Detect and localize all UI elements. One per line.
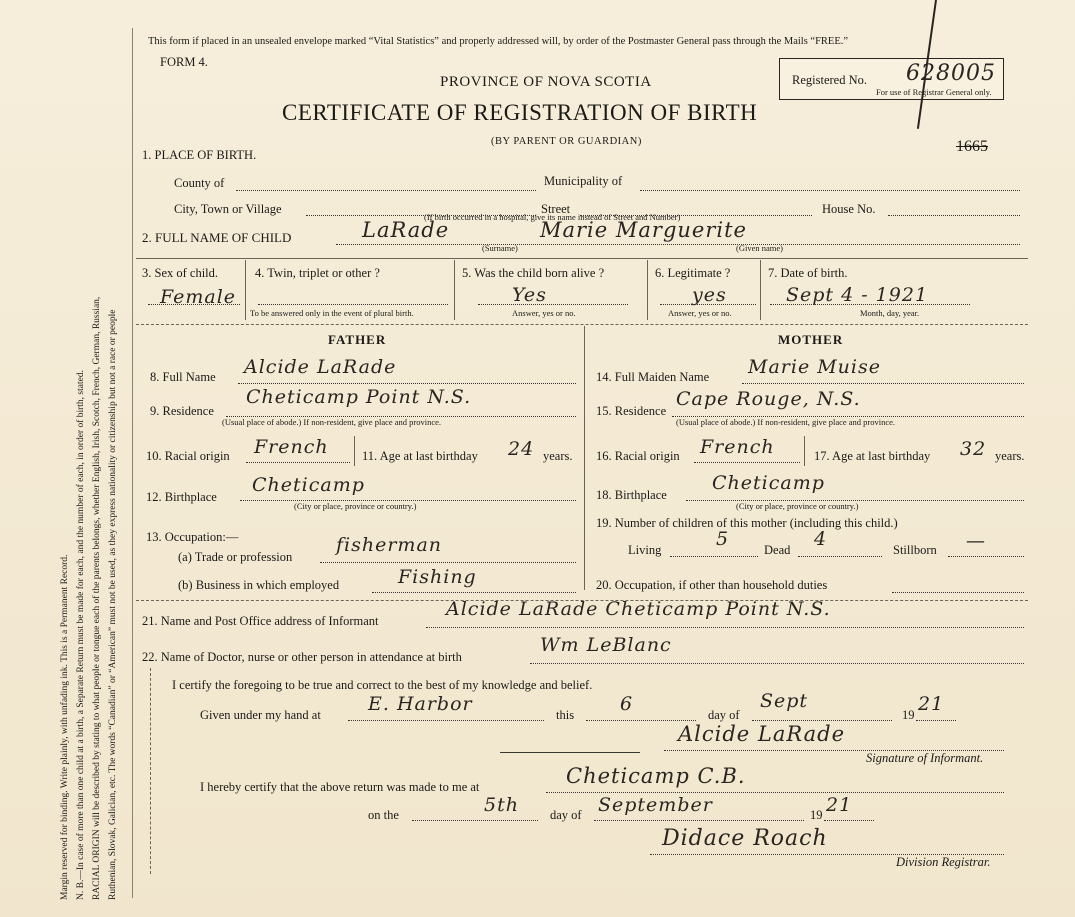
mother-birthplace-note: (City or place, province or country.) bbox=[736, 501, 859, 511]
informant-signature: Alcide LaRade bbox=[678, 722, 846, 746]
dob-label: 7. Date of birth. bbox=[768, 266, 848, 280]
registrar-month-line bbox=[594, 820, 804, 821]
certify-day-line bbox=[586, 720, 696, 721]
municipality-label: Municipality of bbox=[544, 174, 623, 188]
mother-children-label: 19. Number of children of this mother (including this child.) bbox=[596, 516, 898, 530]
divider-alive bbox=[647, 260, 648, 320]
registrar-day-of-label: day of bbox=[550, 808, 582, 822]
certify-left-rule bbox=[150, 668, 151, 874]
certify-month-line bbox=[752, 720, 892, 721]
registrar-place-line bbox=[546, 792, 1004, 793]
mother-racial-label: 16. Racial origin bbox=[596, 449, 680, 463]
doctor-value: Wm LeBlanc bbox=[540, 634, 672, 656]
divider-twin bbox=[454, 260, 455, 320]
row3-bottom-rule bbox=[136, 324, 1028, 325]
municipality-line bbox=[640, 190, 1020, 191]
registrar-caption: Division Registrar. bbox=[896, 855, 991, 869]
father-business-label: (b) Business in which employed bbox=[178, 578, 340, 592]
alive-value: Yes bbox=[512, 284, 547, 306]
father-birthplace-label: 12. Birthplace bbox=[146, 490, 217, 504]
surname-caption: (Surname) bbox=[482, 243, 518, 253]
house-label: House No. bbox=[822, 202, 876, 216]
father-age-value: 24 bbox=[508, 438, 535, 460]
registrar-signature: Didace Roach bbox=[662, 826, 828, 851]
certify-year: 21 bbox=[918, 693, 945, 715]
dob-line bbox=[770, 304, 970, 305]
father-racial-divider bbox=[354, 436, 355, 466]
father-trade-value: fisherman bbox=[336, 534, 443, 556]
mother-heading: MOTHER bbox=[778, 332, 844, 347]
informant-line bbox=[426, 627, 1024, 628]
stamp-number: 1665 bbox=[956, 138, 988, 155]
page-subtitle: (BY PARENT OR GUARDIAN) bbox=[491, 136, 642, 147]
margin-note-binding: Margin reserved for binding. Write plainly, with unfading ink. This is a Permanent Record. bbox=[60, 554, 70, 900]
top-notice: This form if placed in an unsealed envelope marked “Vital Statistics” and properly addressed will, by order of the Postmaster General pass through the Mails “FREE.” bbox=[148, 36, 849, 47]
father-name-value: Alcide LaRade bbox=[244, 356, 397, 378]
stillborn-line bbox=[948, 556, 1024, 557]
mother-age-value: 32 bbox=[960, 438, 987, 460]
mother-racial-divider bbox=[804, 436, 805, 466]
mother-residence-label: 15. Residence bbox=[596, 404, 667, 418]
certify-year-line bbox=[916, 720, 956, 721]
father-age-years: years. bbox=[543, 449, 573, 463]
mother-name-value: Marie Muise bbox=[748, 356, 881, 378]
this-label: this bbox=[556, 708, 575, 722]
given-label: Given under my hand at bbox=[200, 708, 321, 722]
father-birthplace-note: (City or place, province or country.) bbox=[294, 501, 417, 511]
hospital-note: (If birth occurred in a hospital, give its name instead of Street and Number) bbox=[424, 212, 681, 222]
twin-label: 4. Twin, triplet or other ? bbox=[255, 266, 380, 280]
county-label: County of bbox=[174, 176, 225, 190]
child-name-label: 2. FULL NAME OF CHILD bbox=[142, 230, 292, 245]
stillborn-label: Stillborn bbox=[893, 543, 937, 557]
given-caption: (Given name) bbox=[736, 243, 783, 253]
certify-month: Sept bbox=[760, 690, 809, 712]
margin-divider bbox=[132, 28, 133, 898]
living-label: Living bbox=[628, 543, 662, 557]
mother-age-years: years. bbox=[995, 449, 1025, 463]
mother-racial-line bbox=[694, 462, 800, 463]
legitimate-note: Answer, yes or no. bbox=[668, 308, 732, 318]
stillborn-value: — bbox=[966, 530, 986, 552]
father-racial-line bbox=[246, 462, 350, 463]
form-number: FORM 4. bbox=[160, 55, 208, 69]
margin-note-plural: N. B.—In case of more than one child at a birth, a Separate Return must be made for each, and the number of each, in order of birth, stated. bbox=[76, 370, 86, 900]
certify-day-of-label: day of bbox=[708, 708, 740, 722]
informant-label: 21. Name and Post Office address of Informant bbox=[142, 614, 379, 628]
mother-name-line bbox=[742, 383, 1024, 384]
margin-note-racial-2: Ruthenian, Slovak, Galician, etc. The words “Canadian” or “American” must not be used, as they express nationality or citizenship but not a race or people bbox=[108, 309, 118, 900]
father-name-label: 8. Full Name bbox=[150, 370, 216, 384]
mother-age-label: 17. Age at last birthday bbox=[814, 449, 931, 463]
informant-signature-caption: Signature of Informant. bbox=[866, 751, 984, 765]
legitimate-label: 6. Legitimate ? bbox=[655, 266, 731, 280]
parents-divider bbox=[584, 326, 585, 590]
alive-label: 5. Was the child born alive ? bbox=[462, 266, 605, 280]
living-value: 5 bbox=[716, 528, 730, 550]
registered-number-value: 628005 bbox=[906, 61, 996, 86]
father-name-line bbox=[238, 383, 576, 384]
sex-value: Female bbox=[160, 286, 237, 308]
sex-line bbox=[148, 304, 240, 305]
mother-residence-note: (Usual place of abode.) If non-resident, give place and province. bbox=[676, 417, 896, 427]
doctor-label: 22. Name of Doctor, nurse or other person in attendance at birth bbox=[142, 650, 462, 664]
alive-note: Answer, yes or no. bbox=[512, 308, 576, 318]
registrar-day-line bbox=[412, 820, 538, 821]
mother-birthplace-value: Cheticamp bbox=[712, 472, 825, 494]
registrar-on-the-label: on the bbox=[368, 808, 399, 822]
certify-day: 6 bbox=[620, 693, 634, 715]
father-heading: FATHER bbox=[328, 332, 387, 347]
county-line bbox=[236, 190, 536, 191]
registrar-statement: I hereby certify that the above return was made to me at bbox=[200, 780, 480, 794]
father-residence-label: 9. Residence bbox=[150, 404, 214, 418]
given-place: E. Harbor bbox=[368, 693, 473, 715]
mother-occupation-line bbox=[892, 592, 1024, 593]
registrar-day: 5th bbox=[484, 794, 519, 816]
registrar-place: Cheticamp C.B. bbox=[566, 764, 746, 788]
child-name-line bbox=[336, 244, 1020, 245]
registered-number-label: Registered No. bbox=[792, 73, 867, 87]
mother-racial-value: French bbox=[700, 436, 775, 458]
doctor-line bbox=[530, 663, 1024, 664]
father-age-label: 11. Age at last birthday bbox=[362, 449, 478, 463]
street-label: Street bbox=[541, 202, 571, 216]
dead-label: Dead bbox=[764, 543, 791, 557]
registered-number-box bbox=[779, 58, 1004, 100]
registrar-year: 21 bbox=[826, 794, 853, 816]
certify-year-prefix: 19 bbox=[902, 708, 915, 722]
child-given-name: Marie Marguerite bbox=[540, 218, 747, 242]
city-label: City, Town or Village bbox=[174, 202, 282, 216]
mother-residence-value: Cape Rouge, N.S. bbox=[676, 388, 861, 410]
alive-line bbox=[478, 304, 628, 305]
father-occupation-label: 13. Occupation:— bbox=[146, 530, 239, 544]
divider-legit bbox=[760, 260, 761, 320]
twin-note: To be answered only in the event of plural birth. bbox=[250, 308, 414, 318]
twin-line bbox=[258, 304, 448, 305]
margin-note-racial-1: RACIAL ORIGIN will be described by stating to what people or tongue each of the parents belongs, whether English, Irish, Scotch, French, German, Russian, bbox=[92, 296, 102, 900]
registrar-year-prefix: 19 bbox=[810, 808, 823, 822]
mother-occupation-label: 20. Occupation, if other than household duties bbox=[596, 578, 828, 592]
father-racial-value: French bbox=[254, 436, 329, 458]
father-business-line bbox=[372, 592, 576, 593]
seal-line bbox=[500, 752, 640, 753]
registrar-month: September bbox=[598, 794, 713, 816]
dead-value: 4 bbox=[814, 528, 828, 550]
registered-number-note: For use of Registrar General only. bbox=[876, 87, 992, 97]
mother-name-label: 14. Full Maiden Name bbox=[596, 370, 710, 384]
page-title: CERTIFICATE OF REGISTRATION OF BIRTH bbox=[282, 100, 758, 125]
living-line bbox=[670, 556, 758, 557]
child-surname: LaRade bbox=[362, 218, 450, 242]
legitimate-line bbox=[660, 304, 756, 305]
province-heading: PROVINCE OF NOVA SCOTIA bbox=[440, 74, 652, 90]
row3-top-rule bbox=[136, 258, 1028, 259]
father-trade-label: (a) Trade or profession bbox=[178, 550, 293, 564]
father-trade-line bbox=[320, 562, 576, 563]
legitimate-value: yes bbox=[692, 284, 727, 306]
father-birthplace-value: Cheticamp bbox=[252, 474, 365, 496]
mother-birthplace-label: 18. Birthplace bbox=[596, 488, 667, 502]
father-racial-label: 10. Racial origin bbox=[146, 449, 230, 463]
given-place-line bbox=[348, 720, 544, 721]
divider-sex bbox=[245, 260, 246, 320]
house-line bbox=[888, 215, 1020, 216]
dead-line bbox=[798, 556, 882, 557]
sex-label: 3. Sex of child. bbox=[142, 266, 219, 280]
dob-value: Sept 4 - 1921 bbox=[786, 284, 929, 306]
informant-value: Alcide LaRade Cheticamp Point N.S. bbox=[446, 598, 831, 620]
certify-statement: I certify the foregoing to be true and correct to the best of my knowledge and belief. bbox=[172, 678, 593, 692]
father-business-value: Fishing bbox=[398, 566, 477, 588]
father-residence-note: (Usual place of abode.) If non-resident, give place and province. bbox=[222, 417, 442, 427]
dob-note: Month, day, year. bbox=[860, 308, 920, 318]
registrar-year-line bbox=[824, 820, 874, 821]
place-of-birth-label: 1. PLACE OF BIRTH. bbox=[142, 148, 257, 162]
father-residence-value: Cheticamp Point N.S. bbox=[246, 386, 472, 408]
